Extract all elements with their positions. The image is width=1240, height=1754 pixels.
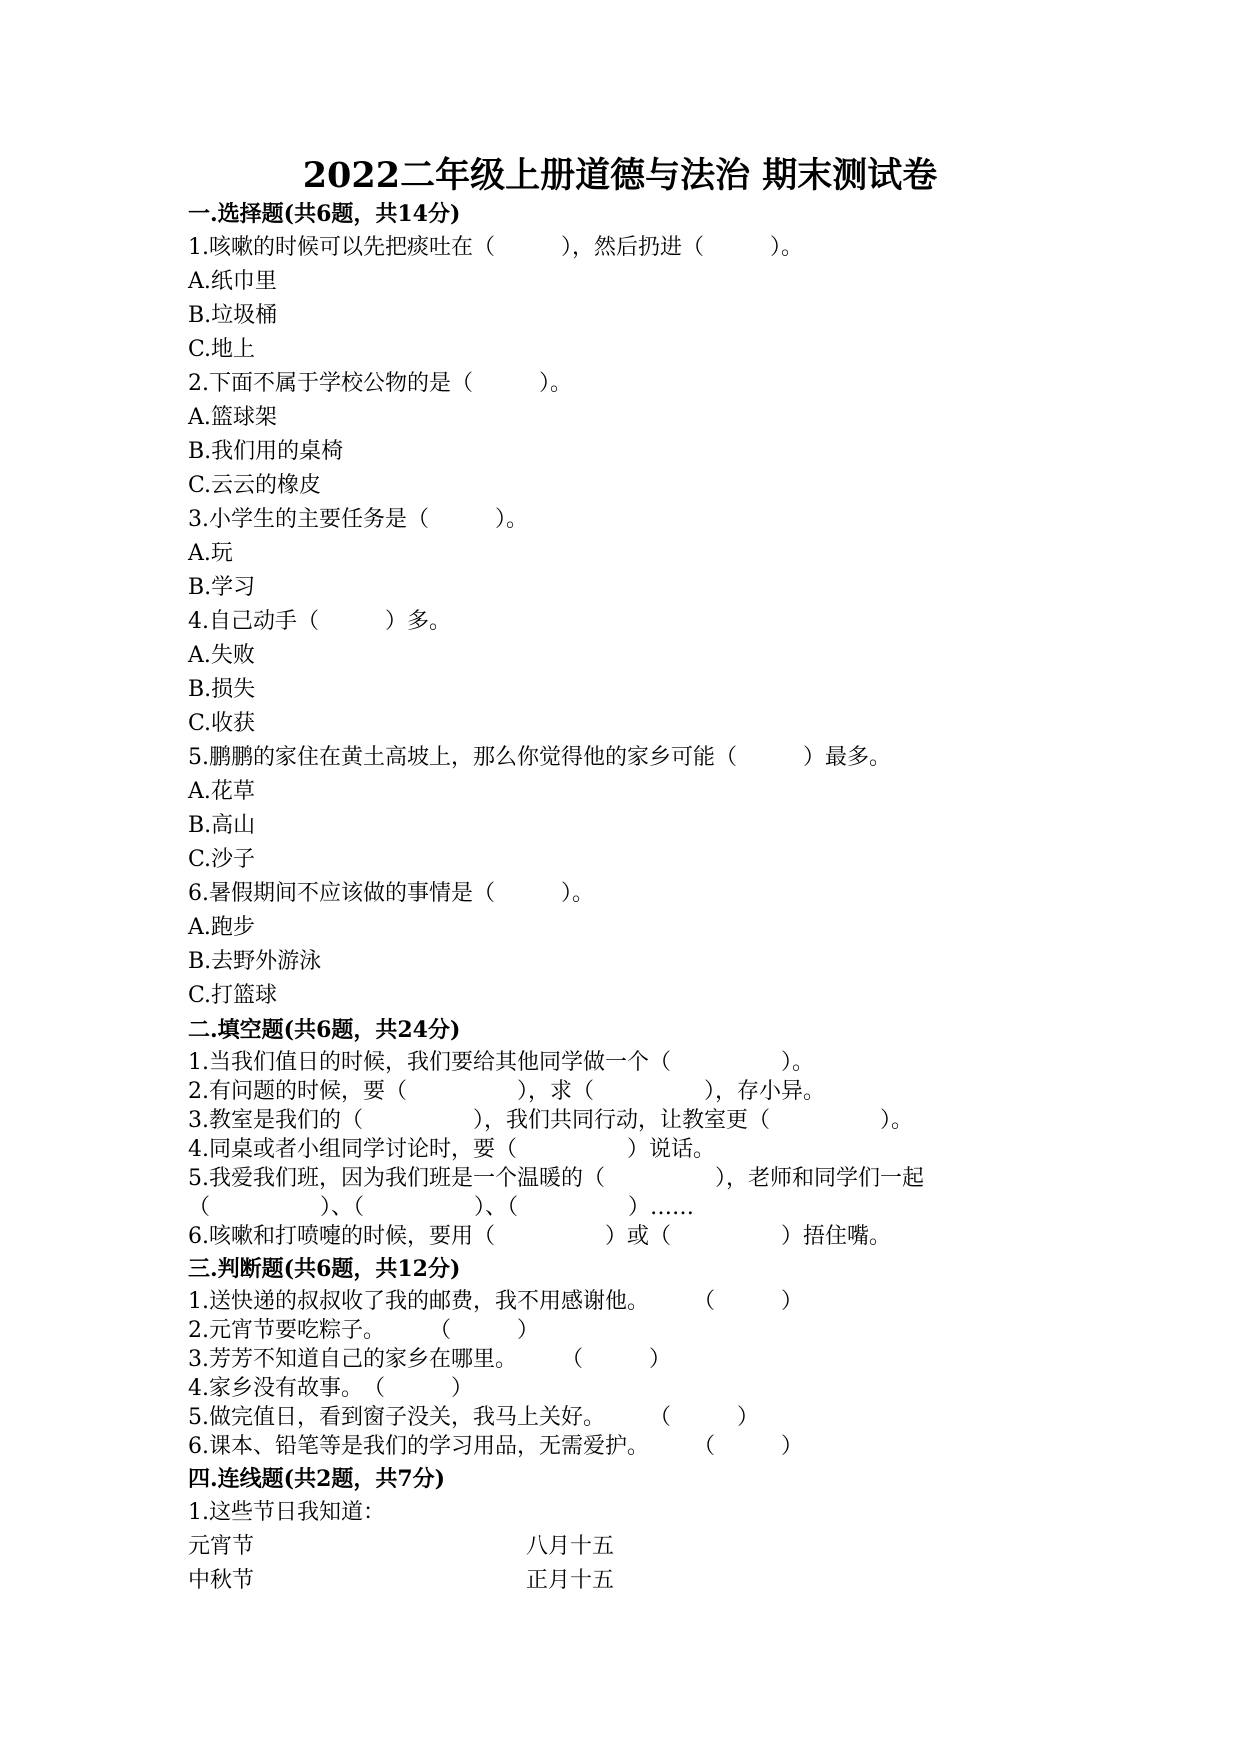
option-line: B.垃圾桶: [188, 303, 278, 328]
option-line: B.损失: [188, 677, 256, 702]
option-line: A.失败: [188, 643, 255, 668]
option-line: B.高山: [188, 813, 256, 838]
match-right-item: 正月十五: [526, 1568, 615, 1593]
section-heading-choice: 一.选择题(共6题，共14分): [188, 201, 461, 227]
option-line: A.篮球架: [188, 405, 277, 430]
option-line: C.云云的橡皮: [188, 473, 322, 498]
question-line: 2.下面不属于学校公物的是（ ）。: [188, 371, 572, 396]
option-line: A.花草: [188, 779, 255, 804]
section-heading-judge: 三.判断题(共6题，共12分): [188, 1256, 461, 1282]
option-line: A.玩: [188, 541, 233, 566]
match-right-item: 八月十五: [526, 1534, 615, 1559]
question-line: 1.送快递的叔叔收了我的邮费，我不用感谢他。 （ ）: [188, 1289, 803, 1314]
question-line: 4.同桌或者小组同学讨论时，要（ ）说话。: [188, 1137, 715, 1162]
question-line: 1.这些节日我知道：: [188, 1500, 385, 1525]
question-line: 2.有问题的时候，要（ ），求（ ），存小异。: [188, 1079, 825, 1104]
question-line: 5.我爱我们班，因为我们班是一个温暖的（ ），老师和同学们一起: [188, 1166, 924, 1191]
option-line: A.纸巾里: [188, 269, 277, 294]
option-line: B.学习: [188, 575, 256, 600]
page-title: 2022二年级上册道德与法治 期末测试卷: [302, 155, 938, 196]
match-left-item: 中秋节: [188, 1568, 255, 1593]
question-line: 1.当我们值日的时候，我们要给其他同学做一个（ ）。: [188, 1050, 814, 1075]
question-line: 3.芳芳不知道自己的家乡在哪里。 （ ）: [188, 1347, 671, 1372]
option-line: C.地上: [188, 337, 256, 362]
question-line: 5.鹏鹏的家住在黄土高坡上，那么你觉得他的家乡可能（ ）最多。: [188, 745, 891, 770]
question-line: 3.教室是我们的（ ），我们共同行动，让教室更（ ）。: [188, 1108, 913, 1133]
question-line: 4.家乡没有故事。 （ ）: [188, 1376, 473, 1401]
question-line: 2.元宵节要吃粽子。 （ ）: [188, 1318, 539, 1343]
question-line: （ ）、（ ）、（ ）……: [188, 1195, 695, 1220]
option-line: B.去野外游泳: [188, 949, 322, 974]
option-line: B.我们用的桌椅: [188, 439, 344, 464]
question-line: 6.咳嗽和打喷嚏的时候，要用（ ）或（ ）捂住嘴。: [188, 1224, 891, 1249]
question-line: 3.小学生的主要任务是（ ）。: [188, 507, 528, 532]
option-line: A.跑步: [188, 915, 255, 940]
question-line: 5.做完值日，看到窗子没关，我马上关好。 （ ）: [188, 1405, 759, 1430]
question-line: 1.咳嗽的时候可以先把痰吐在（ ），然后扔进（ ）。: [188, 235, 803, 260]
option-line: C.收获: [188, 711, 256, 736]
option-line: C.打篮球: [188, 983, 278, 1008]
section-heading-match: 四.连线题(共2题，共7分): [188, 1466, 446, 1492]
option-line: C.沙子: [188, 847, 256, 872]
question-line: 6.课本、铅笔等是我们的学习用品，无需爱护。 （ ）: [188, 1434, 803, 1459]
question-line: 6.暑假期间不应该做的事情是（ ）。: [188, 881, 594, 906]
section-heading-fill: 二.填空题(共6题，共24分): [188, 1017, 461, 1043]
question-line: 4.自己动手（ ）多。: [188, 609, 451, 634]
match-left-item: 元宵节: [188, 1534, 255, 1559]
